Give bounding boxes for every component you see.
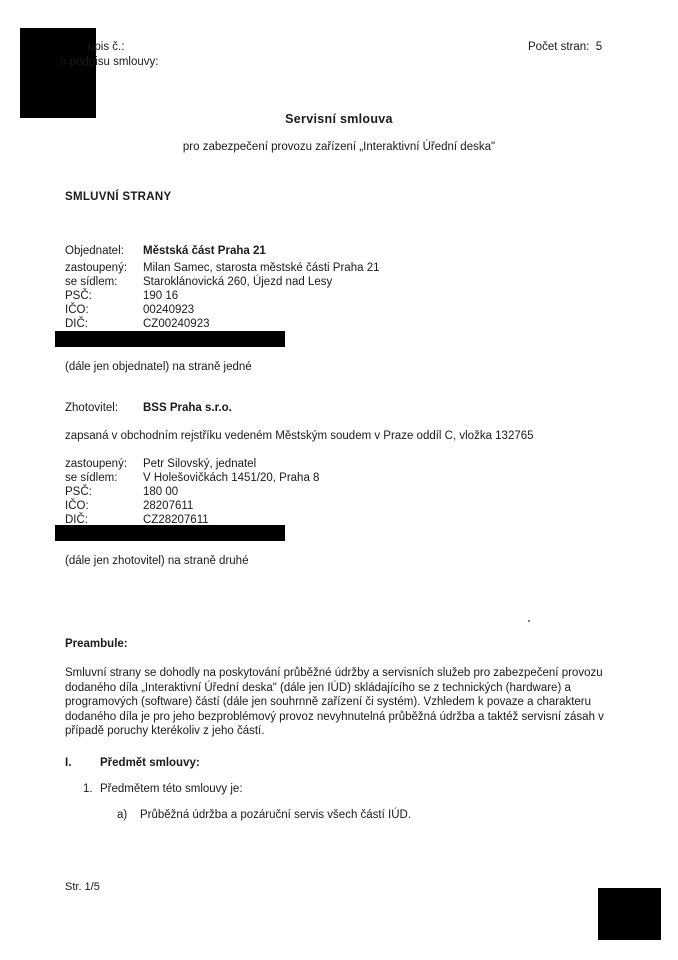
zhotovitel-dic-value: CZ28207611 [143,514,209,526]
zhotovitel-represented-by-value: Petr Silovský, jednatel [143,458,257,470]
zhotovitel-dic-label: DIČ: [65,514,88,526]
article-1-title: Předmět smlouvy: [100,757,200,769]
document-title: Servisní smlouva [285,112,393,126]
objednatel-note: (dále jen objednatel) na straně jedné [65,361,252,373]
article-1-paragraph-1-number: 1. [83,783,93,795]
objednatel-represented-by-label: zastoupený: [65,262,128,274]
preamble-heading: Preambule: [65,638,128,650]
objednatel-dic-value: CZ00240923 [143,318,210,330]
article-1-paragraph-1-text: Předmětem této smlouvy je: [100,783,243,795]
redaction-block-bottom-right [598,888,661,940]
redaction-block-top-left [20,28,96,118]
article-1-number: I. [65,757,72,769]
objednatel-address-value: Staroklánovická 260, Újezd nad Lesy [143,276,333,288]
section-heading-parties: SMLUVNÍ STRANY [65,191,172,203]
document-subtitle: pro zabezpečení provozu zařízení „Interaktivní Úřední deska" [182,141,496,153]
objednatel-zip-value: 190 16 [143,290,179,302]
objednatel-label: Objednatel: [65,245,124,257]
zhotovitel-address-value: V Holešovičkách 1451/20, Praha 8 [143,472,320,484]
objednatel-value: Městská část Praha 21 [143,245,266,257]
zhotovitel-address-label: se sídlem: [65,472,118,484]
article-1-item-a-text: Průběžná údržba a pozáruční servis všech částí IÚD. [140,809,412,821]
zhotovitel-zip-label: PSČ: [65,486,92,498]
scan-artifact-dot [528,620,530,622]
header-record-number-label: opis č.: [88,41,125,53]
header-signature-date-label: n podpisu smlouvy: [60,56,159,68]
zhotovitel-represented-by-label: zastoupený: [65,458,128,470]
zhotovitel-zip-value: 180 00 [143,486,179,498]
objednatel-represented-by-value: Milan Samec, starosta městské části Praha 21 [143,262,380,274]
footer-page-number: Str. 1/5 [65,881,100,893]
preamble-body: Smluvní strany se dohodly na poskytování průběžné údržby a servisních služeb pro zabezpečení provozu dodaného díla „Interaktivní Úřední deska" (dále jen IÚD) skládajícího se z technických (hardware) a programových (software) částí (dále jen souhrnně zařízení či systém). Vzhledem k povaze a charakteru dodaného díla je pro jeho bezproblémový provoz nevyhnutelná průběžná údržba a taktéž servisní zásah v případě poruchy kterékoliv z jeho částí. [65,667,604,738]
zhotovitel-value: BSS Praha s.r.o. [143,402,232,414]
zhotovitel-note: (dále jen zhotovitel) na straně druhé [65,555,249,567]
redaction-block-objednatel [55,331,285,347]
objednatel-zip-label: PSČ: [65,290,92,302]
zhotovitel-ico-label: IČO: [65,500,89,512]
objednatel-dic-label: DIČ: [65,318,88,330]
zhotovitel-registry-info: zapsaná v obchodním rejstříku vedeném Městským soudem v Praze oddíl C, vložka 132765 [65,430,534,442]
article-1-item-a-number: a) [117,809,128,821]
objednatel-ico-value: 00240923 [143,304,195,316]
objednatel-address-label: se sídlem: [65,276,118,288]
header-page-count: Počet stran: 5 [528,41,603,53]
zhotovitel-label: Zhotovitel: [65,402,119,414]
redaction-block-zhotovitel [55,525,285,541]
objednatel-ico-label: IČO: [65,304,89,316]
zhotovitel-ico-value: 28207611 [143,500,194,512]
